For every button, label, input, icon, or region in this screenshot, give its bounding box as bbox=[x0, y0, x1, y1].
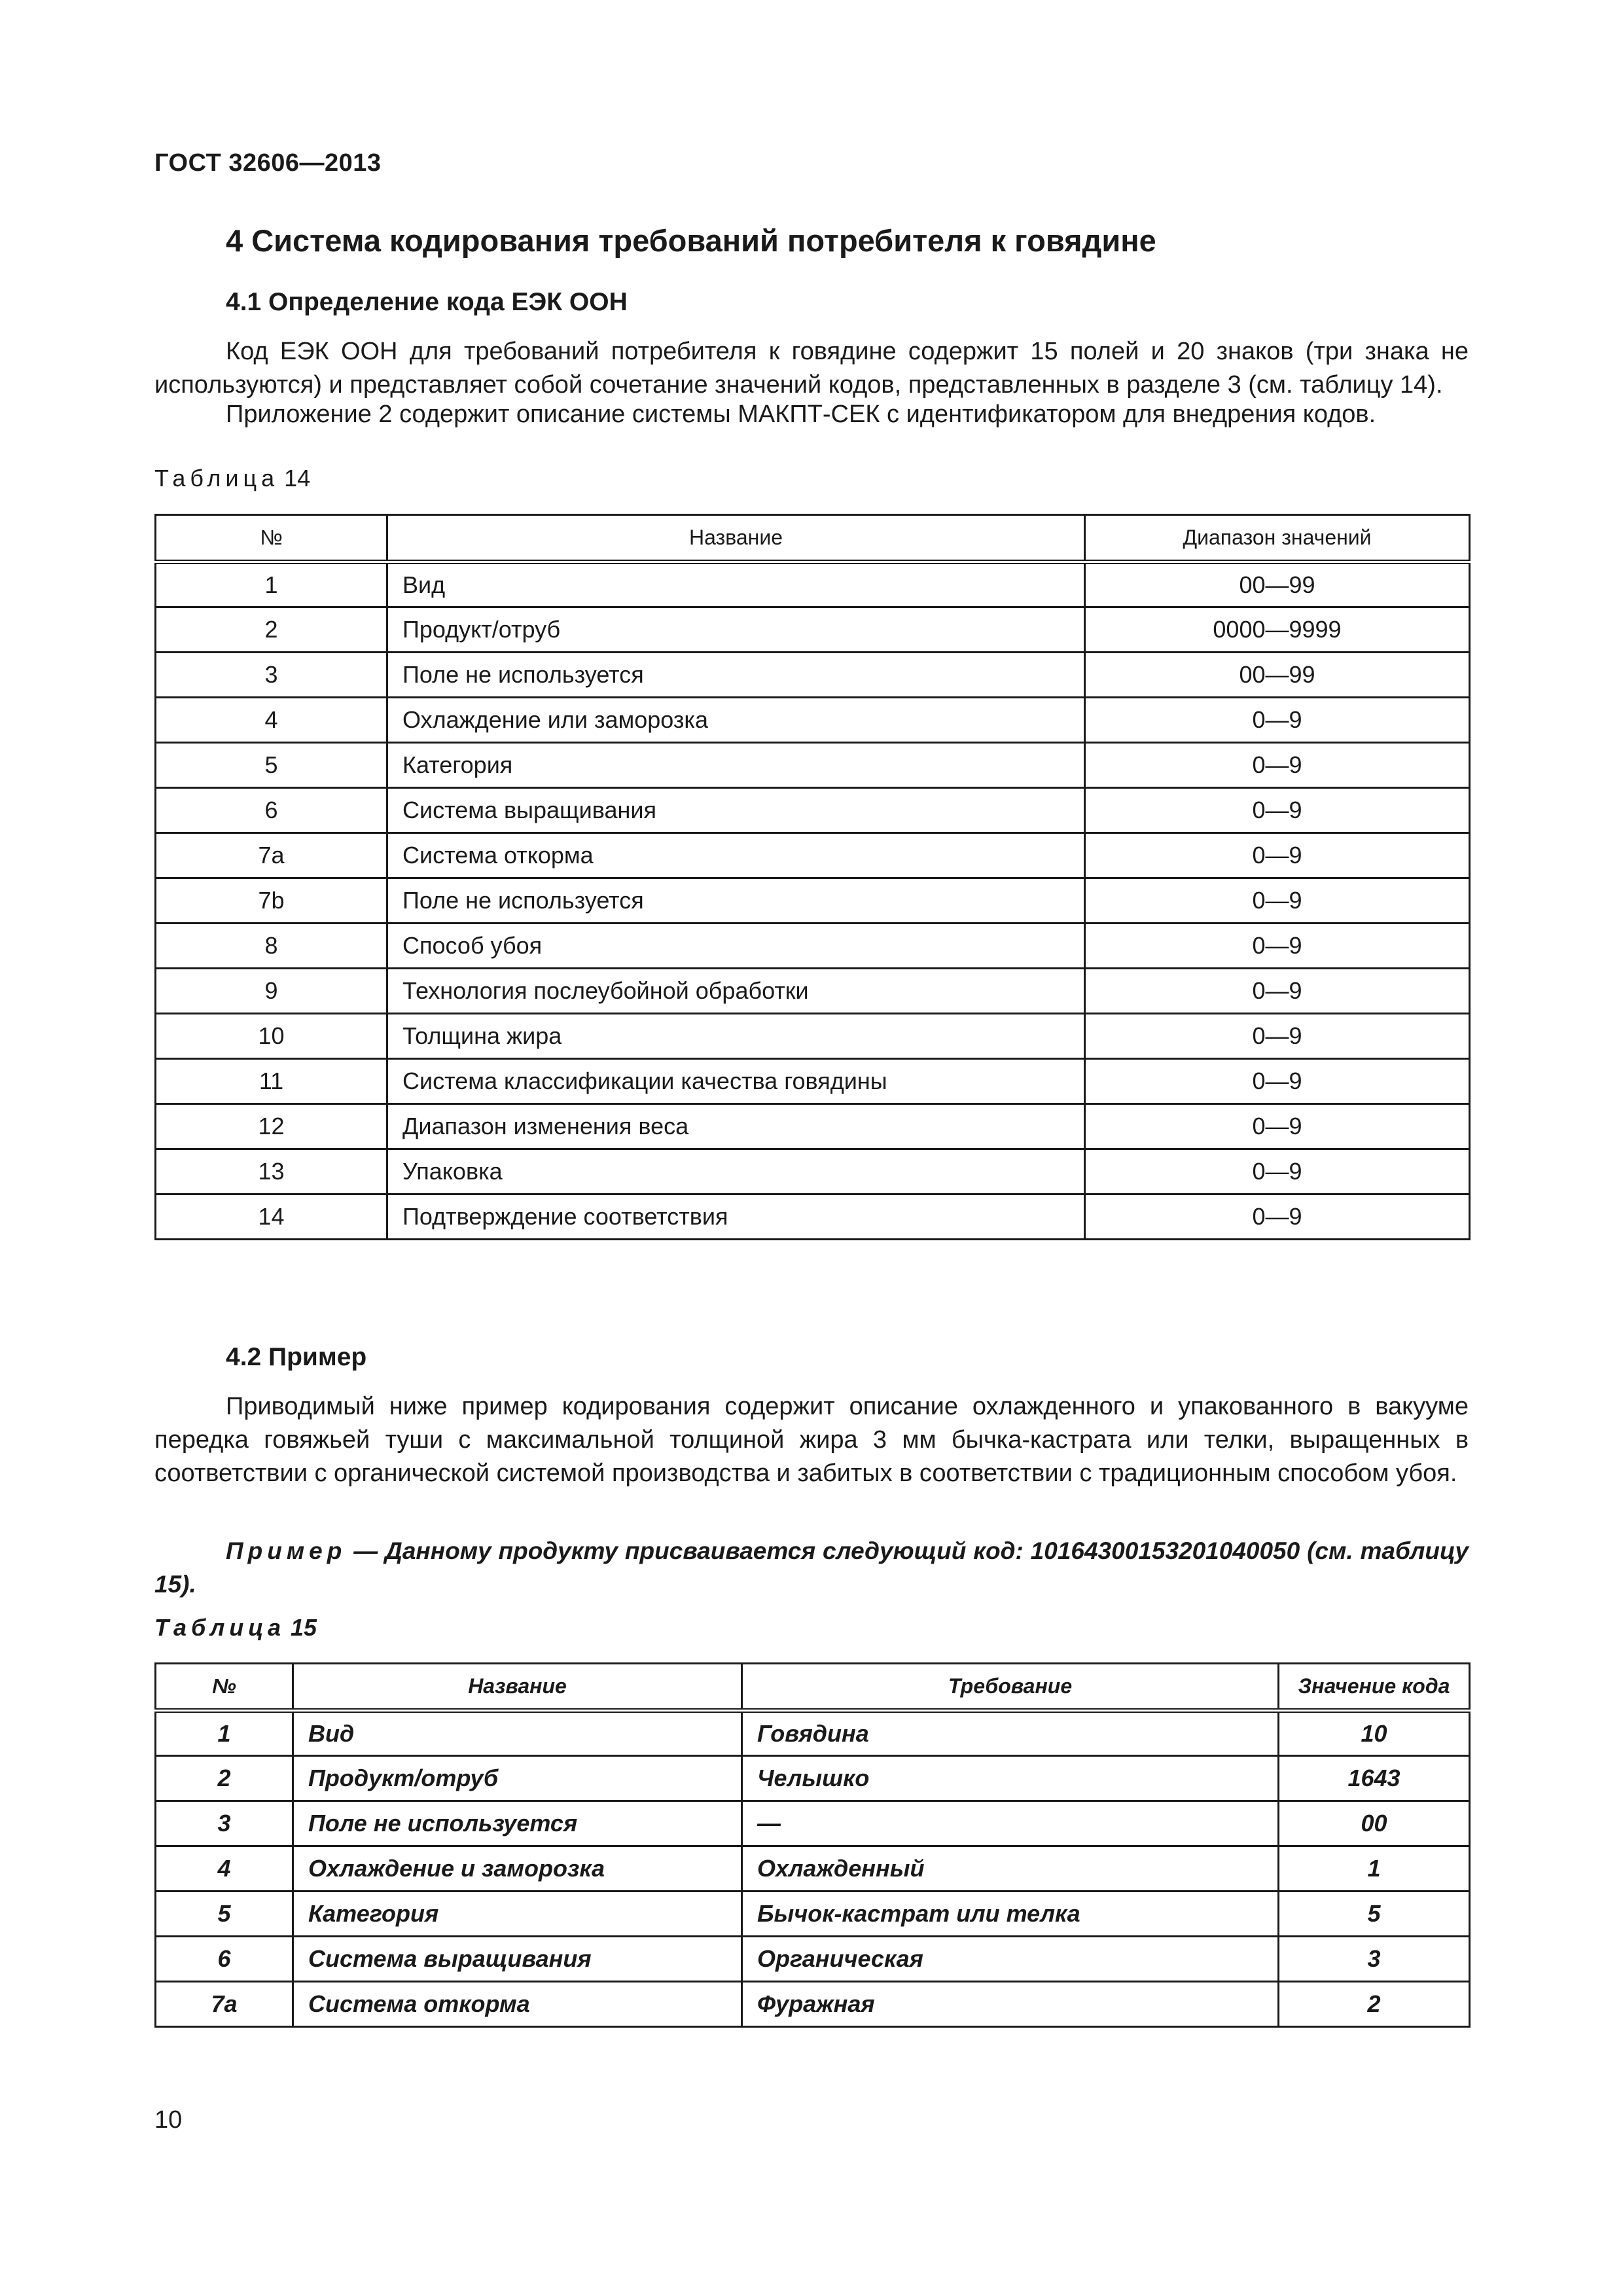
table-row bbox=[156, 1194, 1470, 1240]
example-text: — Данному продукту присваивается следующий код: 10164300153201040050 (см. таблицу 15). bbox=[154, 1537, 1469, 1598]
cell-range: 0—9 bbox=[1085, 1059, 1470, 1104]
cell-name: Способ убоя bbox=[387, 924, 1085, 969]
table-row bbox=[156, 1711, 1470, 1756]
cell-number: 10 bbox=[156, 1014, 387, 1059]
header-name: Название bbox=[293, 1664, 742, 1711]
cell-range: 0000—9999 bbox=[1085, 607, 1470, 653]
cell-name: Вид bbox=[387, 562, 1085, 607]
cell-number: 4 bbox=[156, 1846, 293, 1892]
cell-number: 5 bbox=[156, 1892, 293, 1937]
table-row bbox=[156, 698, 1470, 743]
cell-range: 0—9 bbox=[1085, 1194, 1470, 1240]
cell-range: 0—9 bbox=[1085, 1014, 1470, 1059]
example-note bbox=[154, 1534, 1469, 1601]
table-row bbox=[156, 833, 1470, 878]
cell-number: 7а bbox=[156, 1982, 293, 2027]
table-caption-word: Таблица bbox=[154, 1614, 286, 1641]
section-4-title: 4 Система кодирования требований потребителя к говядине bbox=[226, 223, 1156, 258]
cell-number: 12 bbox=[156, 1104, 387, 1149]
header-number: № bbox=[156, 515, 387, 562]
table-row bbox=[156, 1104, 1470, 1149]
cell-number: 1 bbox=[156, 562, 387, 607]
cell-name: Вид bbox=[293, 1711, 742, 1756]
table-caption-number: 14 bbox=[284, 465, 311, 492]
cell-name: Система выращивания bbox=[387, 788, 1085, 833]
table-row bbox=[156, 607, 1470, 653]
cell-range: 0—9 bbox=[1085, 788, 1470, 833]
cell-name: Категория bbox=[293, 1892, 742, 1937]
cell-name: Система выращивания bbox=[293, 1937, 742, 1982]
table-15-caption bbox=[154, 1614, 317, 1641]
page-number: 10 bbox=[154, 2106, 183, 2134]
table-row bbox=[156, 788, 1470, 833]
cell-code-value: 10 bbox=[1279, 1711, 1470, 1756]
cell-number: 3 bbox=[156, 653, 387, 698]
cell-number: 3 bbox=[156, 1801, 293, 1846]
header-name: Название bbox=[387, 515, 1085, 562]
cell-name: Поле не используется bbox=[293, 1801, 742, 1846]
table-row bbox=[156, 1014, 1470, 1059]
cell-number: 2 bbox=[156, 607, 387, 653]
header-code-value: Значение кода bbox=[1279, 1664, 1470, 1711]
cell-code-value: 1 bbox=[1279, 1846, 1470, 1892]
cell-requirement: Фуражная bbox=[742, 1982, 1279, 2027]
cell-range: 0—9 bbox=[1085, 969, 1470, 1014]
cell-range: 0—9 bbox=[1085, 698, 1470, 743]
table-row bbox=[156, 1801, 1470, 1846]
section-4-1-title: 4.1 Определение кода ЕЭК ООН bbox=[226, 288, 628, 316]
paragraph-text: Приводимый ниже пример кодирования содержит описание охлажденного и упакованного в вакууме передка говяжьей туши с максимальной толщиной жира 3 мм бычка-кастрата или телки, выращенных в соответствии с органической системой производства и забитых в соответствии с традиционным способом убоя. bbox=[154, 1393, 1469, 1487]
example-label: Пример bbox=[226, 1537, 347, 1564]
cell-name: Продукт/отруб bbox=[293, 1756, 742, 1801]
cell-code-value: 5 bbox=[1279, 1892, 1470, 1937]
table-row bbox=[156, 1846, 1470, 1892]
table-row bbox=[156, 1892, 1470, 1937]
table-row bbox=[156, 924, 1470, 969]
cell-range: 0—9 bbox=[1085, 743, 1470, 788]
cell-range: 00—99 bbox=[1085, 653, 1470, 698]
cell-requirement: Говядина bbox=[742, 1711, 1279, 1756]
header-requirement: Требование bbox=[742, 1664, 1279, 1711]
table-row bbox=[156, 1149, 1470, 1194]
cell-name: Поле не используется bbox=[387, 878, 1085, 924]
cell-name: Упаковка bbox=[387, 1149, 1085, 1194]
cell-number: 8 bbox=[156, 924, 387, 969]
table-14 bbox=[154, 514, 1471, 1240]
cell-number: 11 bbox=[156, 1059, 387, 1104]
paragraph-text: Код ЕЭК ООН для требований потребителя к говядине содержит 15 полей и 20 знаков (три знака не используются) и представляет собой сочетание значений кодов, представленных в разделе 3 (см. таблицу 14). bbox=[154, 338, 1469, 399]
table-row bbox=[156, 1756, 1470, 1801]
cell-range: 0—9 bbox=[1085, 1104, 1470, 1149]
table-row bbox=[156, 562, 1470, 607]
cell-number: 7b bbox=[156, 878, 387, 924]
cell-name: Диапазон изменения веса bbox=[387, 1104, 1085, 1149]
cell-range: 0—9 bbox=[1085, 1149, 1470, 1194]
table-header-row bbox=[156, 1664, 1470, 1711]
cell-requirement: Органическая bbox=[742, 1937, 1279, 1982]
table-row bbox=[156, 743, 1470, 788]
cell-name: Категория bbox=[387, 743, 1085, 788]
cell-name: Подтверждение соответствия bbox=[387, 1194, 1085, 1240]
cell-name: Толщина жира bbox=[387, 1014, 1085, 1059]
table-row bbox=[156, 1059, 1470, 1104]
section-4-1-paragraph bbox=[154, 335, 1469, 402]
section-4-2-title: 4.2 Пример bbox=[226, 1343, 367, 1371]
cell-requirement: Охлажденный bbox=[742, 1846, 1279, 1892]
cell-code-value: 3 bbox=[1279, 1937, 1470, 1982]
cell-number: 1 bbox=[156, 1711, 293, 1756]
cell-range: 00—99 bbox=[1085, 562, 1470, 607]
table-caption-word: Таблица bbox=[154, 465, 279, 492]
cell-name: Система откорма bbox=[293, 1982, 742, 2027]
cell-number: 14 bbox=[156, 1194, 387, 1240]
cell-code-value: 00 bbox=[1279, 1801, 1470, 1846]
cell-number: 2 bbox=[156, 1756, 293, 1801]
table-14-caption bbox=[154, 465, 310, 492]
cell-code-value: 2 bbox=[1279, 1982, 1470, 2027]
cell-number: 6 bbox=[156, 788, 387, 833]
cell-requirement: Челышко bbox=[742, 1756, 1279, 1801]
cell-number: 9 bbox=[156, 969, 387, 1014]
cell-number: 4 bbox=[156, 698, 387, 743]
table-row bbox=[156, 878, 1470, 924]
table-row bbox=[156, 969, 1470, 1014]
cell-name: Охлаждение и заморозка bbox=[293, 1846, 742, 1892]
cell-range: 0—9 bbox=[1085, 833, 1470, 878]
header-number: № bbox=[156, 1664, 293, 1711]
section-4-1-paragraph-2: Приложение 2 содержит описание системы МАКПТ-СЕК с идентификатором для внедрения кодов. bbox=[226, 401, 1376, 428]
cell-requirement: — bbox=[742, 1801, 1279, 1846]
cell-code-value: 1643 bbox=[1279, 1756, 1470, 1801]
header-range: Диапазон значений bbox=[1085, 515, 1470, 562]
table-header-row bbox=[156, 515, 1470, 562]
cell-requirement: Бычок-кастрат или телка bbox=[742, 1892, 1279, 1937]
cell-number: 13 bbox=[156, 1149, 387, 1194]
cell-name: Продукт/отруб bbox=[387, 607, 1085, 653]
cell-number: 7а bbox=[156, 833, 387, 878]
table-row bbox=[156, 653, 1470, 698]
cell-name: Система классификации качества говядины bbox=[387, 1059, 1085, 1104]
cell-name: Охлаждение или заморозка bbox=[387, 698, 1085, 743]
cell-name: Технология послеубойной обработки bbox=[387, 969, 1085, 1014]
document-code: ГОСТ 32606—2013 bbox=[154, 149, 382, 177]
cell-name: Система откорма bbox=[387, 833, 1085, 878]
cell-name: Поле не используется bbox=[387, 653, 1085, 698]
cell-range: 0—9 bbox=[1085, 878, 1470, 924]
cell-range: 0—9 bbox=[1085, 924, 1470, 969]
table-caption-number: 15 bbox=[291, 1614, 317, 1641]
cell-number: 5 bbox=[156, 743, 387, 788]
table-15 bbox=[154, 1662, 1471, 2028]
section-4-2-paragraph bbox=[154, 1390, 1469, 1490]
cell-number: 6 bbox=[156, 1937, 293, 1982]
table-row bbox=[156, 1982, 1470, 2027]
table-row bbox=[156, 1937, 1470, 1982]
